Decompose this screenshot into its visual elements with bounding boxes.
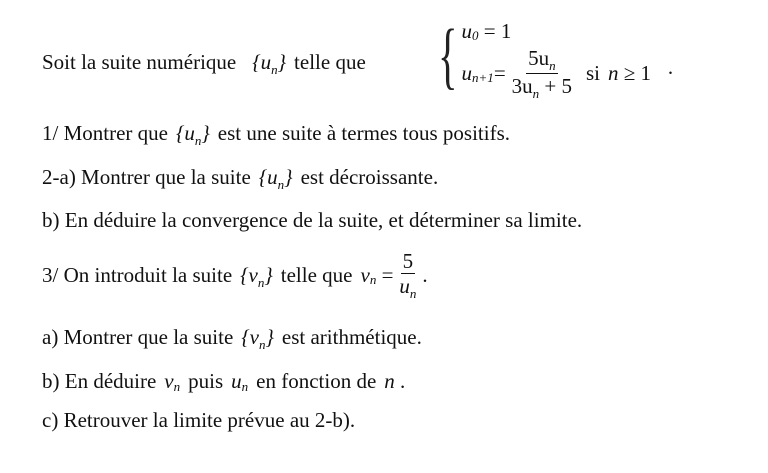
question-3b: b) En déduire v n puis u n en fonction de n . <box>42 369 406 394</box>
question-3c: c) Retrouver la limite prévue au 2-b). <box>42 408 356 432</box>
question-3: 3/ On introduit la suite $\{v_n\}$ telle que v n = $\frac{5}{u_n}$ . <box>42 249 428 301</box>
question-2b: b) En déduire la convergence de la suite, et déterminer sa limite. <box>42 208 583 232</box>
v-fraction: $\frac{5}{u_n}$ <box>399 249 417 301</box>
intro-text: Soit la suite numérique <box>42 50 237 74</box>
question-2a: 2-a) Montrer que la suite $\{u_n\}$ est décroissante. <box>42 165 439 192</box>
intro-line <box>42 50 366 75</box>
recurrence-fraction: $\frac{5u_n}{3u_n + 5}$ <box>511 45 572 101</box>
recurrence-relation: u n+1 = $\frac{5u_n}{3u_n + 5}$ si n ≥ 1 · <box>461 45 675 101</box>
initial-term: u 0 = 1 <box>461 18 512 43</box>
brace-icon: { <box>437 15 458 97</box>
question-1: 1/ Montrer que $\{u_n\}$ est une suite à termes tous positifs. <box>42 121 511 148</box>
recurrence-system <box>430 14 675 101</box>
question-3a: a) Montrer que la suite $\{v_n\}$ est arithmétique. <box>42 325 422 352</box>
intro-after: telle que <box>294 50 366 74</box>
sequence-u: $\{u_n\}$ <box>252 50 287 77</box>
